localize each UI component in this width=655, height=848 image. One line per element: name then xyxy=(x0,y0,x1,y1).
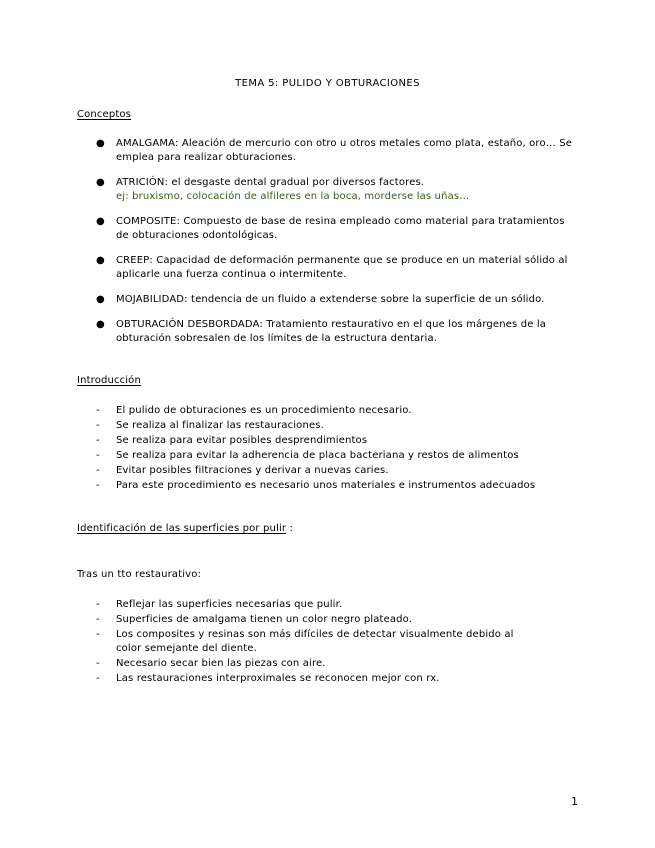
list-item-text: Superficies de amalgama tienen un color negro plateado. xyxy=(116,614,413,625)
list-item-text: Evitar posibles filtraciones y derivar a nuevas caries. xyxy=(116,465,389,476)
list-item-text: Se realiza al finalizar las restauraciones. xyxy=(116,420,324,431)
list-item-text: Para este procedimiento es necesario unos materiales e instrumentos adecuados xyxy=(116,480,536,491)
dash-icon: - xyxy=(96,673,100,684)
concept-item xyxy=(96,176,576,204)
bullet-icon: ● xyxy=(96,216,105,227)
concept-text: el desgaste dental gradual por diversos factores. xyxy=(171,177,425,188)
identificacion-intro: Tras un tto restaurativo: xyxy=(77,569,201,580)
dash-icon: - xyxy=(96,629,100,640)
list-item xyxy=(96,464,576,478)
concept-item xyxy=(96,215,576,243)
concept-item xyxy=(96,254,576,282)
list-item-text: Se realiza para evitar posibles desprendimientos xyxy=(116,435,368,446)
introduccion-list xyxy=(96,404,576,494)
heading-suffix: : xyxy=(286,523,293,534)
concept-term: MOJABILIDAD: xyxy=(116,294,188,305)
dash-icon: - xyxy=(96,420,100,431)
document-title: TEMA 5: PULIDO Y OBTURACIONES xyxy=(235,78,420,89)
concept-term: COMPOSITE: xyxy=(116,216,180,227)
heading-conceptos: Conceptos xyxy=(77,109,132,120)
list-item-text: Necesario secar bien las piezas con aire. xyxy=(116,658,326,669)
list-item-text: Las restauraciones interproximales se reconocen mejor con rx. xyxy=(116,673,440,684)
concept-item xyxy=(96,318,576,346)
identificacion-list xyxy=(96,598,576,687)
heading-introduccion: Introducción xyxy=(77,375,141,386)
list-item-text: El pulido de obturaciones es un procedimiento necesario. xyxy=(116,405,412,416)
concept-term: OBTURACIÓN DESBORDADA: xyxy=(116,319,263,330)
bullet-icon: ● xyxy=(96,255,105,266)
concept-item xyxy=(96,293,576,307)
dash-icon: - xyxy=(96,405,100,416)
list-item xyxy=(96,419,576,433)
dash-icon: - xyxy=(96,658,100,669)
list-item xyxy=(96,657,576,671)
concept-term: ATRICIÓN: xyxy=(116,177,169,188)
concept-text: tendencia de un fluido a extenderse sobre la superficie de un sólido. xyxy=(191,294,545,305)
bullet-icon: ● xyxy=(96,294,105,305)
list-item-text: Los composites y resinas son más difíciles de detectar visualmente debido al color semejante del diente. xyxy=(116,629,514,654)
dash-icon: - xyxy=(96,435,100,446)
heading-identificacion-row xyxy=(77,523,293,534)
bullet-icon: ● xyxy=(96,177,105,188)
list-item xyxy=(96,628,536,656)
dash-icon: - xyxy=(96,614,100,625)
list-item xyxy=(96,404,576,418)
concept-term: AMALGAMA: xyxy=(116,138,179,149)
concept-example: ej: bruxismo, colocación de alfileres en la boca, morderse las uñas… xyxy=(116,191,470,202)
dash-icon: - xyxy=(96,599,100,610)
concept-text: Capacidad de deformación permanente que se produce en un material sólido al aplicarle una fuerza continua o intermitente. xyxy=(116,255,568,280)
page-number: 1 xyxy=(571,795,579,808)
concept-item xyxy=(96,137,576,165)
concept-text: Tratamiento restaurativo en el que los márgenes de la obturación sobresalen de los límites de la estructura dentaria. xyxy=(116,319,547,344)
list-item xyxy=(96,613,576,627)
dash-icon: - xyxy=(96,450,100,461)
dash-icon: - xyxy=(96,465,100,476)
concept-term: CREEP: xyxy=(116,255,153,266)
conceptos-list xyxy=(96,137,576,357)
concept-text: Aleación de mercurio con otro u otros metales como plata, estaño, oro… Se emplea para realizar obturaciones. xyxy=(116,138,572,163)
list-item xyxy=(96,449,576,463)
heading-identificacion: Identificación de las superficies por pulir xyxy=(77,523,287,534)
list-item xyxy=(96,672,576,686)
bullet-icon: ● xyxy=(96,138,105,149)
concept-text: Compuesto de base de resina empleado como material para tratamientos de obturaciones odontológicas. xyxy=(116,216,565,241)
list-item xyxy=(96,479,576,493)
bullet-icon: ● xyxy=(96,319,105,330)
list-item xyxy=(96,598,576,612)
list-item-text: Reflejar las superficies necesarias que pulir. xyxy=(116,599,343,610)
list-item xyxy=(96,434,576,448)
dash-icon: - xyxy=(96,480,100,491)
list-item-text: Se realiza para evitar la adherencia de placa bacteriana y restos de alimentos xyxy=(116,450,519,461)
